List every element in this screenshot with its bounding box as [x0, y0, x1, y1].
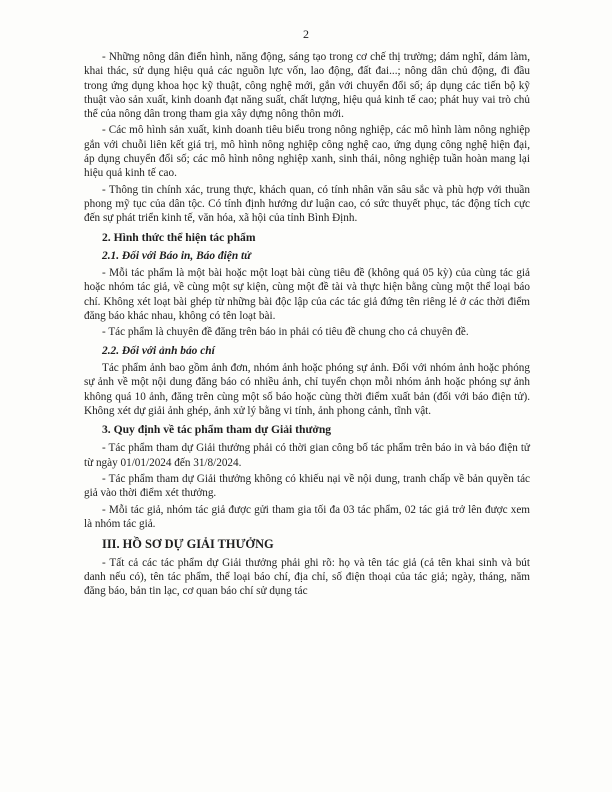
paragraph-max-entries: - Mỗi tác giả, nhóm tác giả được gửi tham gia tối đa 03 tác phẩm, 02 tác giả trở lên được xem là nhóm tác giả.	[84, 503, 530, 530]
paragraph-no-dispute: - Tác phẩm tham dự Giải thưởng không có khiếu nại về nội dung, tranh chấp về bản quyền tác giả vào thời điểm xét thưởng.	[84, 473, 530, 500]
section-heading-dossier: III. HỒ SƠ DỰ GIẢI THƯỞNG	[102, 537, 274, 552]
paragraph-publication-date: - Tác phẩm tham dự Giải thưởng phải có thời gian công bố tác phẩm trên báo in và báo điện tử từ ngày 01/01/2024 đến 31/8/2024.	[84, 442, 530, 469]
document-body	[84, 50, 530, 600]
paragraph-information: - Thông tin chính xác, trung thực, khách quan, có tính nhân văn sâu sắc và phù hợp với thuần phong mỹ tục của dân tộc. Có tính định hướng dư luận cao, có sức thuyết phục, tác động tích cực đến sự phát triển kinh tế, văn hóa, xã hội của tỉnh Bình Định.	[84, 183, 530, 225]
section-heading-form: 2. Hình thức thể hiện tác phẩm	[102, 230, 256, 244]
paragraph-models: - Các mô hình sản xuất, kinh doanh tiêu biểu trong nông nghiệp, các mô hình làm nông nghiệp gắn với chuỗi liên kết giá trị, mô hình nông nghiệp công nghệ cao, ứng dụng công nghệ hiện đại, áp dụng chuyển đổi số; các mô hình nông nghiệp xanh, sinh thái, nông nghiệp tuần hoàn mang lại hiệu quả kinh tế cao.	[84, 124, 530, 180]
paragraph-photo-rules: Tác phẩm ảnh bao gồm ảnh đơn, nhóm ảnh hoặc phóng sự ảnh. Đối với nhóm ảnh hoặc phóng sự ảnh về một nội dung đăng báo có nhiều ảnh, chỉ tuyển chọn mỗi nhóm ảnh hoặc phóng sự ảnh không quá 10 ảnh, đăng trên cùng một số báo hoặc cùng thời điểm xuất bản (đối với báo điện tử). Không xét dự giải ảnh ghép, ảnh xử lý bằng vi tính, ảnh phong cảnh, tĩnh vật.	[84, 361, 530, 417]
paragraph-series: - Mỗi tác phẩm là một bài hoặc một loạt bài cùng tiêu đề (không quá 05 kỳ) của cùng tác giả hoặc nhóm tác giả, về cùng một sự kiện, cùng một đề tài và thực hiện bằng cùng một thể loại báo chí. Không xét loạt bài ghép từ những bài độc lập của các tác giả đứng tên riêng lẻ ở các thời điểm đăng báo khác nhau, không có tên loạt bài.	[84, 267, 530, 323]
paragraph-farmers: - Những nông dân điển hình, năng động, sáng tạo trong cơ chế thị trường; dám nghĩ, dám làm, khai thác, sử dụng hiệu quả các nguồn lực vốn, lao động, đất đai...; nông dân chủ động, đi đầu trong ứng dụng khoa học kỹ thuật, công nghệ mới, gắn với chuyển đổi số; áp dụng các tiến bộ kỹ thuật vào sản xuất, kinh doanh đạt năng suất, chất lượng, hiệu quả kinh tế cao; phát huy vai trò chủ thể của nông dân trong tham gia xây dựng nông thôn mới.	[84, 51, 530, 121]
subheading-photo: 2.2. Đối với ảnh báo chí	[102, 344, 215, 357]
paragraph-special-topic: - Tác phẩm là chuyên đề đăng trên báo in phải có tiêu đề chung cho cả chuyên đề.	[102, 326, 469, 339]
subheading-print-online: 2.1. Đối với Báo in, Báo điện tử	[102, 249, 252, 262]
page-number: 2	[303, 27, 309, 41]
section-heading-entry-rules: 3. Quy định về tác phẩm tham dự Giải thưởng	[102, 423, 332, 437]
paragraph-dossier: - Tất cả các tác phẩm dự Giải thưởng phải ghi rõ: họ và tên tác giả (cả tên khai sinh và bút danh nếu có), tên tác phẩm, thể loại báo chí, địa chỉ, số điện thoại của tác giả; ngày, tháng, năm đăng báo, bản tin lạc, cơ quan báo chí sử dụng tác	[84, 556, 530, 598]
